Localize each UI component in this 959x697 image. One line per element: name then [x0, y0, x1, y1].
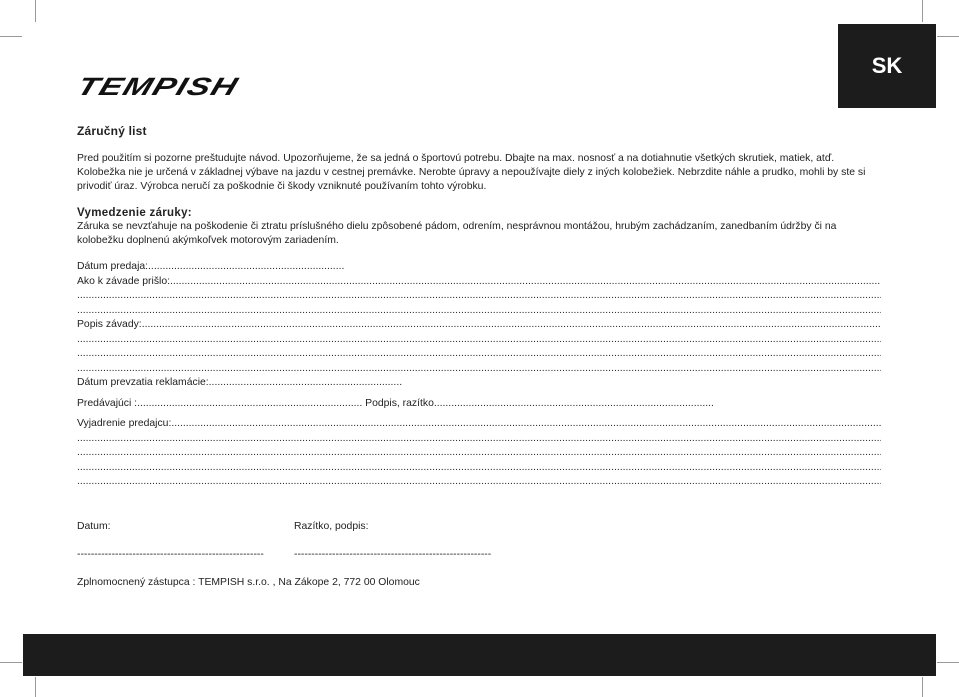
footer-bar — [23, 634, 936, 676]
crop-mark — [0, 36, 22, 37]
seller-statement-line[interactable] — [77, 475, 881, 490]
date-label: Datum: — [77, 520, 111, 532]
defect-description-line[interactable] — [77, 333, 881, 348]
seller-statement-line[interactable] — [77, 461, 881, 476]
defect-field[interactable]: Ako k závade prišlo: ..... — [77, 275, 881, 290]
defect-description-line[interactable] — [77, 362, 881, 377]
signature-lines — [77, 548, 881, 562]
tempish-logo: TEMPISH — [73, 73, 243, 101]
stamp-signature-line[interactable]: --------------------------------------------------------- — [294, 548, 492, 560]
crop-mark — [937, 36, 959, 37]
crop-mark — [35, 0, 36, 22]
seller-statement-line[interactable] — [77, 446, 881, 461]
warranty-document — [77, 124, 881, 590]
document-title: Záručný list — [77, 124, 147, 138]
language-badge: SK — [838, 24, 936, 108]
claim-date-field[interactable]: Dátum prevzatia reklamácie:................................................................... — [77, 377, 403, 388]
crop-mark — [937, 662, 959, 663]
seller-statement-field[interactable]: Vyjadrenie predajcu: ..... — [77, 417, 881, 432]
warranty-paragraph: Záruka se nevzťahuje na poškodenie či ztratu príslušného dielu zpôsobené pádom, odrením, nesprávnou montážou, hrubým zachádzaním, zanedbaním údržby či na kolobežku doplnenú akýmkoľvek motorovým zariadením. — [77, 221, 837, 246]
crop-mark — [922, 0, 923, 22]
crop-mark — [35, 677, 36, 697]
defect-description-line[interactable] — [77, 347, 881, 362]
crop-mark — [0, 662, 22, 663]
stamp-signature-label: Podpis, razítko — [365, 397, 434, 409]
date-signature-line[interactable]: ------------------------------------------------------ — [77, 548, 264, 560]
seller-statement-line[interactable] — [77, 432, 881, 447]
crop-mark — [922, 677, 923, 697]
defect-field-line[interactable] — [77, 289, 881, 304]
authorized-representative: Zplnomocnený zástupca : TEMPISH s.r.o. , Na Zákope 2, 772 00 Olomouc — [77, 576, 420, 588]
stamp-label: Razítko, podpis: — [294, 520, 369, 532]
defect-field-line[interactable] — [77, 304, 881, 319]
warranty-heading: Vymedzenie záruky: — [77, 207, 192, 219]
sale-date-field[interactable]: Dátum predaja:.................................................................... — [77, 261, 345, 272]
intro-paragraph: Pred použitím si pozorne preštudujte návod. Upozorňujeme, že sa jedná o športovú potrebu. Dbajte na max. nosnosť a na dotiahnutie všetkých skrutiek, matiek, atď. Kolobežka nie je určená v základnej výbave na jazdu v cestnej premávke. Nerobte úpravy a nepoužívajte diely z iných kolobežiek. Nebrzdite náhle a prudko, mohli by ste si privodiť úraz. Výrobca neručí za poškodnie či škody vzniknuté používaním tohto výrobku. — [77, 153, 866, 192]
defect-description-field[interactable]: Popis závady: ..... — [77, 318, 881, 333]
signature-labels — [77, 520, 881, 534]
handover-field[interactable]: Predávajúci :.............................................................................. Podpis, razítko................................................................................................. — [77, 397, 714, 409]
